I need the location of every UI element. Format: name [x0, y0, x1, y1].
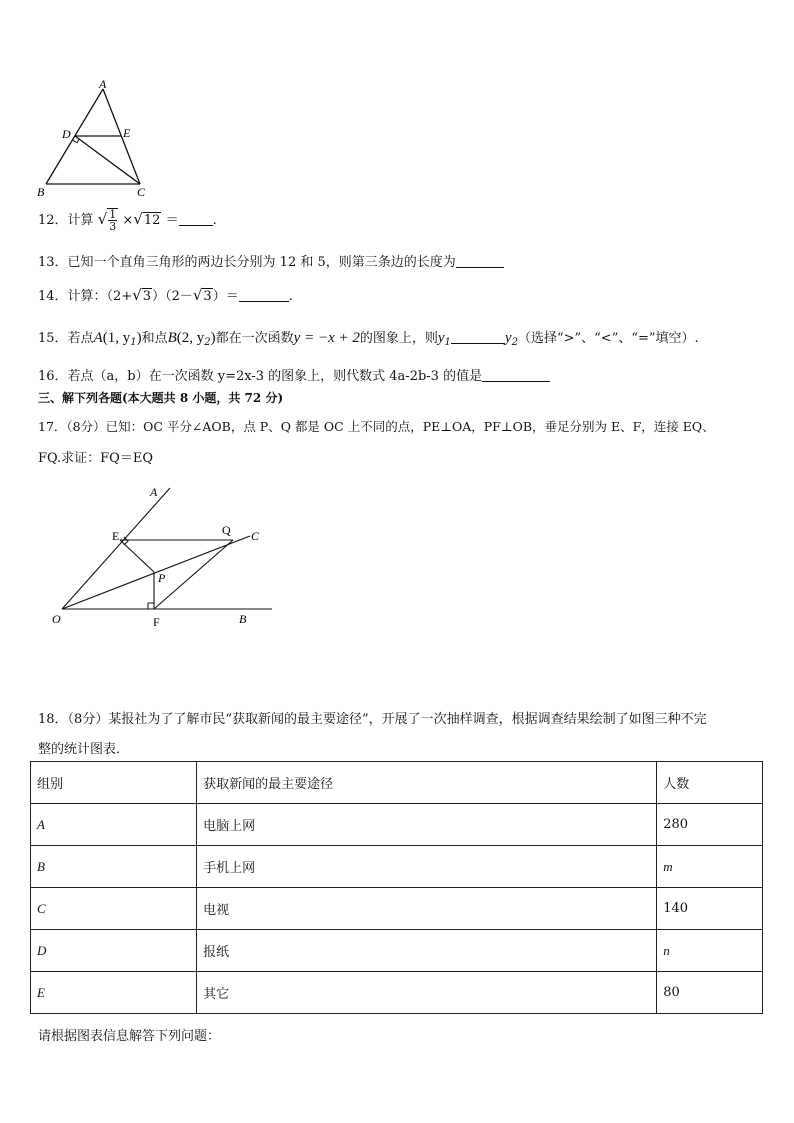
- table-cell: 280: [657, 804, 763, 846]
- label-a: A: [99, 77, 107, 91]
- label-d: D: [62, 127, 71, 141]
- triangle-figure: [30, 76, 160, 202]
- table-cell: E: [31, 972, 197, 1014]
- table-row: [31, 804, 763, 846]
- label-c2: C: [251, 529, 260, 543]
- question-15: 15．若点A(1, $y_1$)和点B(2, $y_2$)都在一次函数y = −x + 2的图象上，则$y_1$ $y_2$（选择“>”、“<”、“=”填空）.: [38, 330, 699, 348]
- question-17-line2: FQ.求证：FQ＝EQ: [38, 451, 153, 466]
- question-16: 16．若点（a，b）在一次函数 y=2x-3 的图象上，则代数式 4a-2b-3 的值是: [38, 365, 550, 384]
- table-cell: A: [31, 804, 197, 846]
- question-18-line2: 整的统计图表．: [38, 742, 130, 757]
- question-18-line1: 18．（8分）某报社为了了解市民“获取新闻的最主要途径”，开展了一次抽样调查，根据调查结果绘制了如图三种不完: [38, 712, 707, 727]
- table-header-row: [31, 762, 763, 804]
- question-17-line1: 17．（8分）已知：OC 平分∠AOB，点 P、Q 都是 OC 上不同的点，PE⊥OA，PF⊥OB，垂足分别为 E、F，连接 EQ、: [38, 419, 715, 434]
- question-13: 13．已知一个直角三角形的两边长分别为 12 和 5，则第三条边的长度为: [38, 251, 504, 270]
- section-heading: 三、解下列各题(本大题共 8 小题，共 72 分): [38, 391, 284, 405]
- sqrt-fraction: √: [97, 210, 108, 228]
- label-f: F: [153, 615, 160, 629]
- table-cell: 80: [657, 972, 763, 1014]
- label-q: Q: [222, 523, 231, 537]
- answer-blank[interactable]: [451, 331, 505, 344]
- label-b: B: [37, 185, 45, 199]
- answer-blank[interactable]: [482, 369, 550, 382]
- table-cell: 报纸: [197, 930, 657, 972]
- table-row: [31, 972, 763, 1014]
- question-18-footer: 请根据图表信息解答下列问题：: [38, 1029, 221, 1044]
- table-row: [31, 888, 763, 930]
- table-cell: B: [31, 846, 197, 888]
- label-c: C: [137, 185, 146, 199]
- table-cell: 其它: [197, 972, 657, 1014]
- question-14: 14．计算：（2+√3）（2－√3）＝ .: [38, 286, 293, 304]
- table-cell: C: [31, 888, 197, 930]
- table-header-cell: 人数: [657, 762, 763, 804]
- table-cell: 140: [657, 888, 763, 930]
- survey-table: [30, 761, 763, 1014]
- table-cell: 电脑上网: [197, 804, 657, 846]
- label-a2: A: [150, 485, 158, 499]
- table-header-cell: 获取新闻的最主要途径: [197, 762, 657, 804]
- label-e: E: [123, 126, 131, 140]
- answer-blank[interactable]: [456, 255, 504, 268]
- label-o: O: [52, 612, 61, 626]
- label-p: P: [158, 571, 166, 585]
- table-cell: D: [31, 930, 197, 972]
- answer-blank[interactable]: [239, 289, 289, 302]
- table-cell: n: [657, 930, 763, 972]
- angle-bisector-figure: [40, 480, 290, 640]
- table-cell: 电视: [197, 888, 657, 930]
- table-cell: 手机上网: [197, 846, 657, 888]
- question-12: 12．计算 √ $\frac{1}{3}$ ×√12 ＝ .: [38, 208, 217, 233]
- label-e2: E: [112, 529, 120, 543]
- table-cell: m: [657, 846, 763, 888]
- table-row: [31, 846, 763, 888]
- table-header-cell: 组别: [31, 762, 197, 804]
- answer-blank[interactable]: [179, 213, 213, 226]
- label-b2: B: [239, 612, 247, 626]
- table-row: [31, 930, 763, 972]
